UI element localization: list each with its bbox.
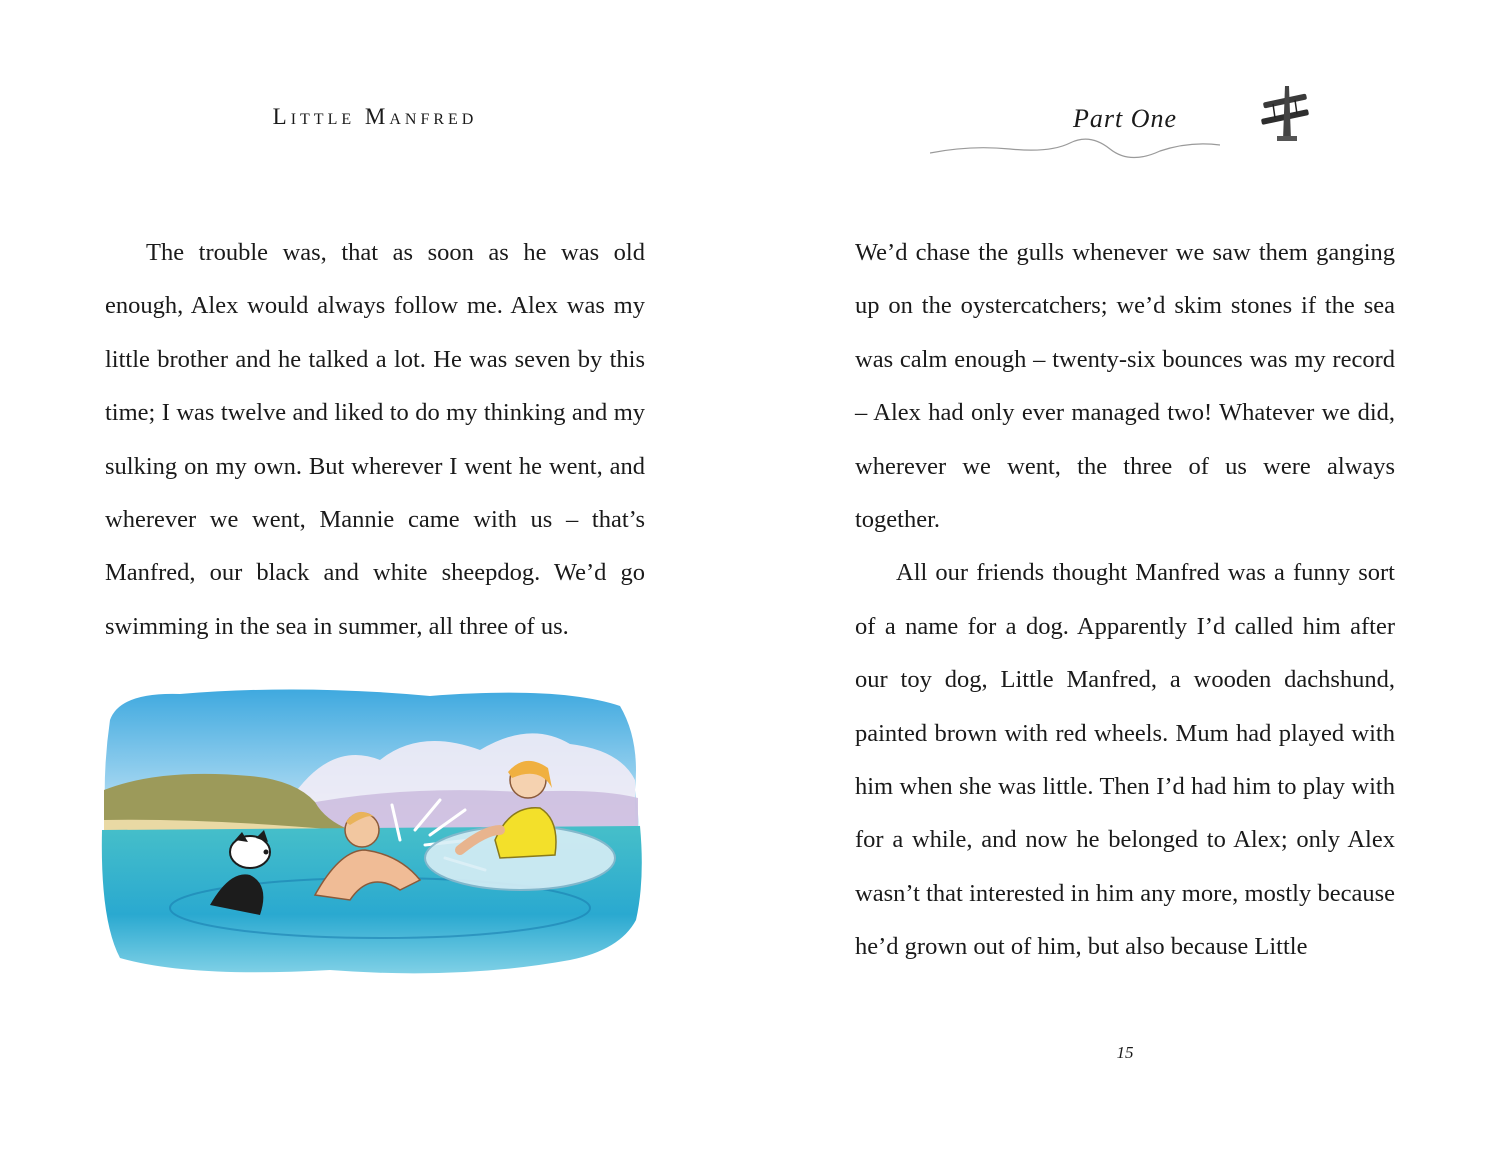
right-page — [750, 0, 1500, 1151]
right-text-block — [855, 226, 1395, 974]
running-head: Little Manfred — [272, 104, 478, 129]
paragraph: We’d chase the gulls whenever we saw them ganging up on the oystercatchers; we’d skim stones if the sea was calm enough – twenty-six bounces was my record – Alex had only ever managed two! Whatever we did, wherever we went, the three of us were always together. — [855, 239, 1395, 534]
part-title: Part One — [1072, 104, 1178, 133]
paragraph: The trouble was, that as soon as he was old enough, Alex would always follow me. Alex was my little brother and he talked a lot. He was seven by this time; I was twelve and liked to do my thinking and my sulking on my own. But wherever I went he went, and wherever we went, Mannie came with us – that’s Manfred, our black and white sheepdog. We’d go swimming in the sea in summer, all three of us. — [105, 239, 645, 640]
page-number: 15 — [1116, 1043, 1134, 1062]
paragraph: All our friends thought Manfred was a funny sort of a name for a dog. Apparently I’d called him after our toy dog, Little Manfred, a wooden dachshund, painted brown with red wheels. Mum had played with him when she was little. Then I’d had him to play with for a while, and now he belonged to Alex; only Alex wasn’t that interested in him any more, mostly because he’d grown out of him, but also because Little — [855, 559, 1395, 961]
biplane-icon — [1255, 80, 1315, 150]
swimming-illustration — [100, 680, 645, 985]
left-text-block — [105, 226, 645, 653]
wavy-line-ornament — [930, 135, 1220, 165]
